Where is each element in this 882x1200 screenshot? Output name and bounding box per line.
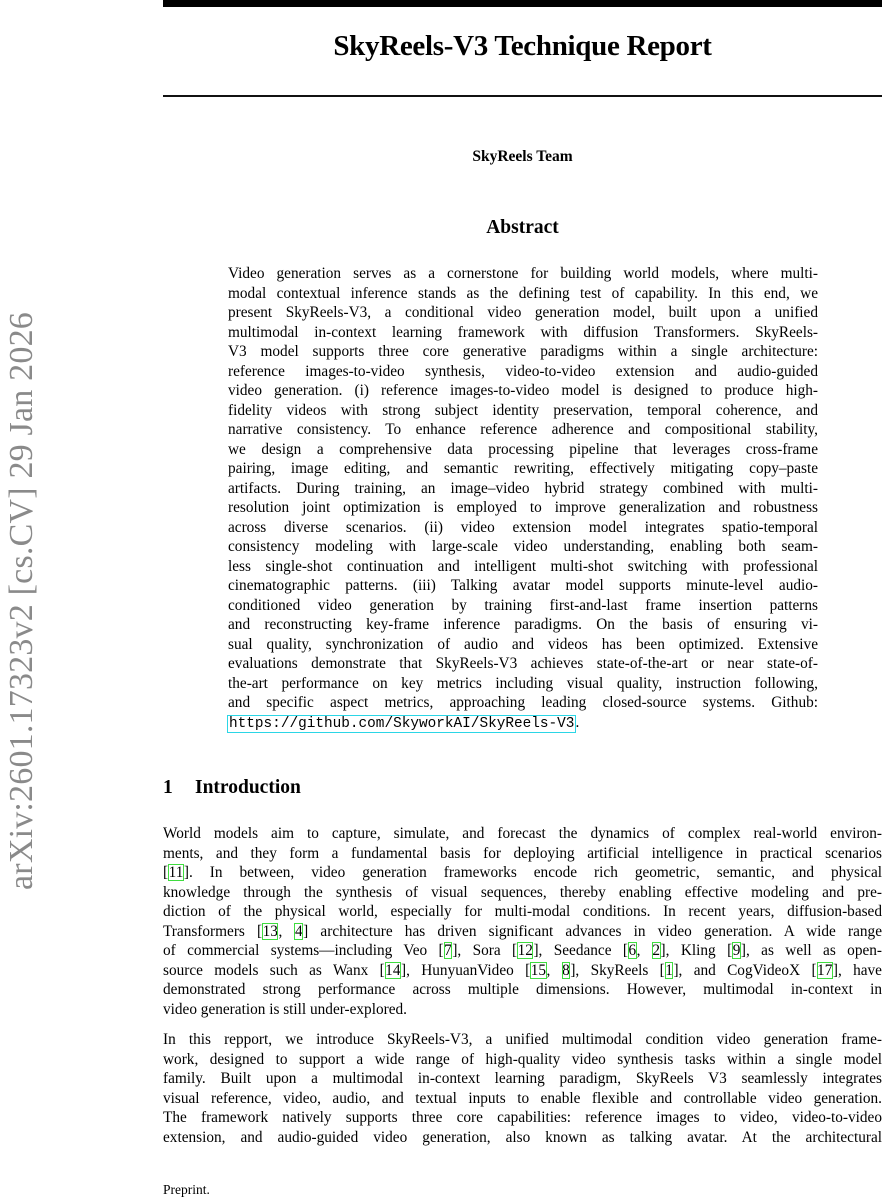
text: Transformers [ [163,922,263,940]
abstract-line: conditioned video generation by training first-and-last frame insertion patterns [228,596,818,614]
arxiv-side-stamp: arXiv:2601.17323v2 [cs.CV] 29 Jan 2026 [3,312,40,890]
abstract-heading: Abstract [486,217,559,238]
title-rule [163,95,882,97]
abstract-line: cinematographic patterns. (iii) Talking avatar model supports minute-level audio- [228,577,818,594]
text-line [163,941,882,961]
intro-paragraph-2 [163,1030,882,1147]
abstract-line: present SkyReels-V3, a conditional video generation model, built upon a unified [228,304,818,321]
text-line [163,922,882,942]
text-line: work, designed to support a wide range of high-quality video synthesis tasks within a single model [163,1050,882,1068]
abstract-line: pairing, image editing, and semantic rewriting, effectively mitigating copy–paste [228,460,818,477]
citation-link[interactable]: 6 [628,942,637,959]
text: ], and CogVideoX [ [673,961,817,979]
abstract-line: and specific aspect metrics, approaching leading closed-source systems. Github: [228,694,818,711]
text-line: demonstrated strong performance across multiple dimensions. However, multimodal in-context in [163,981,882,998]
text-line: extension, and audio-guided video generation, also known as talking avatar. At the architectural [163,1128,882,1146]
text-line: ments, and they form a fundamental basis for deploying artificial intelligence in practical scenarios [163,844,882,862]
text: of commercial systems—including Veo [ [163,942,444,959]
text: ], have [832,961,882,979]
abstract-line: across diverse scenarios. (ii) video extension model integrates spatio-temporal [228,518,818,536]
citation-link[interactable]: 14 [385,961,401,979]
citation-link[interactable]: 15 [530,961,546,979]
text: , [636,942,652,959]
text: , [278,922,295,940]
abstract-line: consistency modeling with large-scale video understanding, enabling both seam- [228,538,818,555]
abstract-line: we design a comprehensive data processing pipeline that leverages cross-frame [228,440,818,458]
text: source models such as Wanx [ [163,961,385,979]
section-heading-introduction [163,777,301,799]
text: ], SkyReels [ [570,961,665,979]
citation-link[interactable]: 9 [732,942,741,959]
citation-link[interactable]: 11 [168,864,184,881]
text: ], Sora [ [452,942,518,959]
text-line [163,863,882,883]
intro-paragraph-1 [163,824,882,1019]
text-line: The framework natively supports three core capabilities: reference images to video, video-to-video [163,1109,882,1126]
text: ], HunyuanVideo [ [400,961,531,979]
abstract-line: evaluations demonstrate that SkyReels-V3 achieves state-of-the-art or near state-of- [228,655,818,672]
abstract-line: artifacts. During training, an image–video hybrid strategy combined with multi- [228,479,818,497]
citation-link[interactable]: 1 [665,961,673,979]
abstract-line: the-art performance on key metrics including visual quality, instruction following, [228,674,818,692]
paper-title: SkyReels-V3 Technique Report [333,30,712,62]
citation-link[interactable]: 7 [444,942,452,959]
citation-link[interactable]: 2 [652,942,661,959]
citation-link[interactable]: 13 [262,922,278,940]
abstract-line: resolution joint optimization is employed to improve generalization and robustness [228,499,818,516]
abstract-line: multimodal in-context learning framework with diffusion Transformers. SkyReels- [228,323,818,341]
text: ], Kling [ [660,942,733,959]
abstract-line: reference images-to-video synthesis, video-to-video extension and audio-guided [228,362,818,380]
text-line: diction of the physical world, especially for multi-modal conditions. In recent years, diffusion-based [163,903,882,920]
text-line: visual reference, video, audio, and textual inputs to enable flexible and controllable video generation. [163,1089,882,1107]
text: [ [163,864,169,881]
footer-preprint: Preprint. [163,1182,210,1197]
text-line: knowledge through the synthesis of visual sequences, thereby enabling effective modeling and pre- [163,883,882,901]
text: , [546,961,562,979]
text-line: video generation is still under-explored. [163,1000,407,1018]
text-line: World models aim to capture, simulate, and forecast the dynamics of complex real-world environ- [163,825,882,842]
text: ] architecture has driven significant advances in video generation. A wide range [303,922,882,940]
link-period: . [575,713,580,731]
abstract-line: narrative consistency. To enhance reference adherence and compositional stability, [228,421,818,438]
text: ], as well as open- [740,942,882,959]
top-rule [163,0,882,7]
text-line: In this repport, we introduce SkyReels-V3, a unified multimodal condition video generation frame- [163,1031,882,1048]
citation-link[interactable]: 12 [517,942,533,959]
text: ], Seedance [ [533,942,629,959]
author: SkyReels Team [472,148,573,165]
abstract-line: fidelity videos with strong subject identity preservation, temporal coherence, and [228,401,818,419]
citation-link[interactable]: 17 [817,961,833,979]
citation-link[interactable]: 8 [562,961,570,979]
text-line [163,961,882,981]
abstract-line: less single-shot continuation and intelligent multi-shot switching with professional [228,557,818,575]
section-number: 1 [163,777,173,798]
abstract-line: Video generation serves as a cornerstone for building world models, where multi- [228,265,818,282]
abstract-line: video generation. (i) reference images-to-video model is designed to produce high- [228,382,818,399]
abstract-link-line [228,713,818,733]
abstract-line: V3 model supports three core generative paradigms within a single architecture: [228,343,818,360]
section-title: Introduction [195,777,301,798]
abstract-body [228,264,818,732]
abstract-line: sual quality, synchronization of audio and videos has been optimized. Extensive [228,635,818,653]
github-link[interactable]: https://github.com/SkyworkAI/SkyReels-V3 [229,715,575,732]
citation-link[interactable]: 4 [294,922,303,940]
text-line: family. Built upon a multimodal in-context learning paradigm, SkyReels V3 seamlessly integrates [163,1070,882,1087]
text: ]. In between, video generation frameworks encode rich geometric, semantic, and physical [183,864,882,881]
abstract-line: and reconstructing key-frame inference paradigms. On the basis of ensuring vi- [228,616,818,633]
abstract-line: modal contextual inference stands as the defining test of capability. In this end, we [228,284,818,302]
